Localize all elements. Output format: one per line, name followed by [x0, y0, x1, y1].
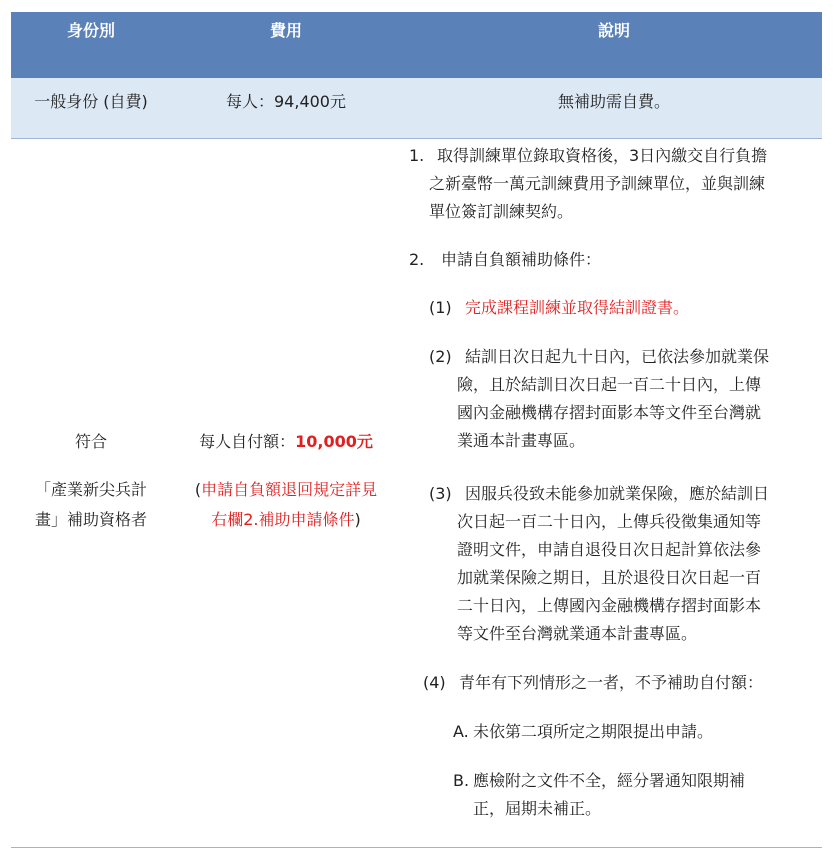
subB-line1: 應檢附之文件不全，經分署通知限期補 — [473, 771, 746, 790]
eligible-identity-line2: 「產業新尖兵計 — [34, 480, 147, 499]
sub4-number: (4) — [423, 673, 446, 692]
eligible-fee-amount-line — [181, 427, 391, 457]
sub3-line5: 二十日內，上傳國內金融機構存摺封面影本 — [457, 596, 762, 615]
sub3-number: (3) — [429, 484, 452, 503]
subA-line1: 未依第二項所定之期限提出申請。 — [473, 722, 714, 741]
sub2-number: (2) — [429, 347, 452, 366]
fee-note-line1 — [181, 475, 391, 505]
header-description: 說明 — [597, 21, 630, 40]
table-header — [11, 12, 822, 78]
eligible-fee — [181, 427, 391, 535]
general-identity: 一般身份 (自費) — [34, 92, 148, 111]
sub3-line3: 證明文件，申請自退役日次日起計算依法參 — [457, 540, 762, 559]
sub2-line1: 結訓日次日起九十日內，已依法參加就業保 — [465, 347, 770, 366]
item1-line2: 之新臺幣一萬元訓練費用予訓練單位，並與訓練 — [429, 174, 766, 193]
eligible-identity-line1: 符合 — [74, 432, 107, 451]
sub2-line4: 業通本計畫專區。 — [457, 431, 586, 450]
subsidy-fee-table — [11, 12, 822, 848]
header-identity: 身份別 — [66, 21, 115, 40]
sub3-line6: 等文件至台灣就業通本計畫專區。 — [457, 624, 698, 643]
sub2-line3: 國內金融機構存摺封面影本等文件至台灣就 — [457, 403, 762, 422]
table-row-eligible — [11, 139, 822, 848]
sub1-line1: 完成課程訓練並取得結訓證書。 — [465, 298, 690, 317]
fee-note-line2 — [181, 505, 391, 535]
item2-number: 2. — [409, 250, 425, 269]
general-fee: 每人：94,400元 — [226, 92, 346, 111]
subA-letter: A. — [453, 722, 469, 741]
item1-number: 1. — [409, 146, 425, 165]
fee-note-close: ) — [354, 510, 361, 529]
item1-line3: 單位簽訂訓練契約。 — [429, 202, 574, 221]
item2-line1: 申請自負額補助條件： — [441, 250, 602, 269]
sub2-line2: 險，且於結訓日次日起一百二十日內，上傳 — [457, 375, 762, 394]
fee-prefix: 每人自付額： — [199, 432, 296, 451]
subB-line2: 正，屆期未補正。 — [473, 799, 602, 818]
eligible-identity — [11, 427, 171, 535]
subB-letter: B. — [453, 771, 470, 790]
fee-amount: 10,000元 — [295, 432, 373, 451]
general-note: 無補助需自費。 — [557, 92, 670, 111]
fee-note-red1: 申請自負額退回規定詳見 — [201, 480, 378, 499]
item1-line1: 取得訓練單位錄取資格後，3日內繳交自行負擔 — [437, 146, 768, 165]
sub3-line1: 因服兵役致未能參加就業保險，應於結訓日 — [465, 484, 770, 503]
eligible-identity-line3: 畫」補助資格者 — [34, 510, 147, 529]
sub3-line4: 加就業保險之期日，且於退役日次日起一百 — [457, 568, 762, 587]
header-fee: 費用 — [269, 21, 302, 40]
sub1-number: (1) — [429, 298, 452, 317]
fee-note-red2: 右欄2.補助申請條件 — [211, 510, 355, 529]
sub3-line2: 次日起一百二十日內，上傳兵役徵集通知等 — [457, 512, 762, 531]
sub4-line1: 青年有下列情形之一者，不予補助自付額： — [459, 673, 764, 692]
table-row-general — [11, 78, 822, 139]
fee-note-open: ( — [194, 480, 202, 499]
